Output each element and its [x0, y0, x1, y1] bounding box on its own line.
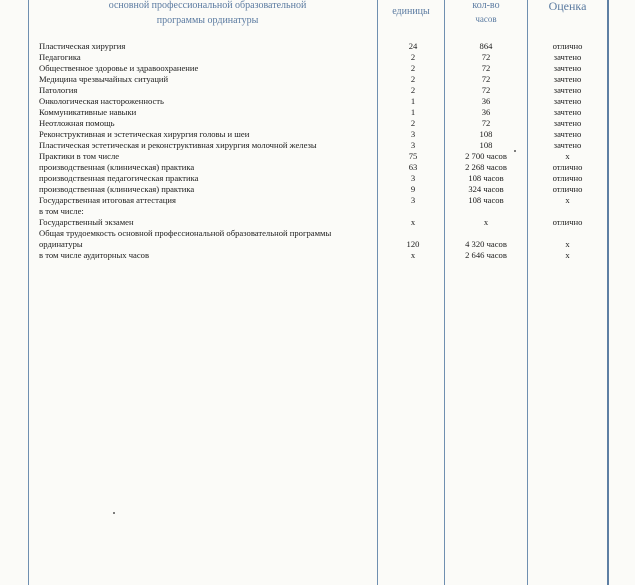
grade: зачтено	[553, 140, 582, 150]
discipline-name: Общая трудоемкость основной профессиональной образовательной программы	[39, 228, 332, 238]
header-col-grade	[530, 0, 605, 13]
header-col-hours	[448, 0, 524, 25]
hours: 72	[481, 63, 491, 73]
grade: зачтено	[553, 96, 582, 106]
table-row	[0, 85, 635, 96]
table-row	[0, 228, 635, 239]
table-row	[0, 107, 635, 118]
ink-dot	[113, 512, 115, 514]
hours: 4 320 часов	[465, 239, 507, 249]
grade: отлично	[552, 217, 583, 227]
grade: зачтено	[553, 129, 582, 139]
grade: зачтено	[553, 63, 582, 73]
grade: зачтено	[553, 52, 582, 62]
table-row	[0, 41, 635, 52]
table-row	[0, 74, 635, 85]
credit-units: 1	[410, 96, 416, 106]
table-row	[0, 118, 635, 129]
discipline-name: ординатуры	[39, 239, 83, 249]
discipline-name: в том числе аудиторных часов	[39, 250, 150, 260]
table-row	[0, 52, 635, 63]
header-col-ze	[380, 6, 442, 17]
hours: 72	[481, 118, 491, 128]
header-col-hours-line1: кол-во	[472, 0, 500, 11]
credit-units: 2	[410, 74, 416, 84]
table-row	[0, 96, 635, 107]
discipline-name: Педагогика	[39, 52, 81, 62]
discipline-name: Медицина чрезвычайных ситуаций	[39, 74, 169, 84]
table-row	[0, 140, 635, 151]
credit-units: х	[410, 217, 416, 227]
credit-units: 120	[406, 239, 420, 249]
discipline-name: Коммуникативные навыки	[39, 107, 137, 117]
grade: отлично	[552, 184, 583, 194]
header-col-name-line2: программы ординатуры	[156, 15, 259, 26]
table-row	[0, 151, 635, 162]
credit-units: 3	[410, 129, 416, 139]
discipline-name: в том числе:	[39, 206, 84, 216]
table-row	[0, 129, 635, 140]
grade: отлично	[552, 173, 583, 183]
grade: зачтено	[553, 107, 582, 117]
hours: 108	[479, 129, 493, 139]
grade: х	[565, 151, 570, 161]
credit-units: х	[410, 250, 416, 260]
hours: 2 646 часов	[465, 250, 507, 260]
credit-units: 75	[408, 151, 418, 161]
header-col-name	[40, 0, 375, 26]
discipline-name: Реконструктивная и эстетическая хирургия головы и шеи	[39, 129, 250, 139]
credit-units: 63	[408, 162, 418, 172]
table-row	[0, 173, 635, 184]
credit-units: 2	[410, 63, 416, 73]
discipline-name: производственная педагогическая практика	[39, 173, 199, 183]
credit-units: 3	[410, 140, 416, 150]
grade: зачтено	[553, 74, 582, 84]
hours: х	[483, 217, 489, 227]
discipline-name: Патология	[39, 85, 78, 95]
header-col-grade-label: Оценка	[548, 0, 587, 13]
discipline-name: Пластическая хирургия	[39, 41, 126, 51]
header-col-name-line1: основной профессиональной образовательной	[108, 0, 307, 11]
grade: отлично	[552, 162, 583, 172]
table-row	[0, 217, 635, 228]
hours: 72	[481, 74, 491, 84]
hours: 864	[479, 41, 493, 51]
header-col-hours-line2: часов	[475, 14, 497, 24]
grade: х	[565, 250, 570, 260]
discipline-name: Государственная итоговая аттестация	[39, 195, 176, 205]
hours: 108 часов	[468, 195, 504, 205]
ink-dot	[514, 150, 516, 152]
credit-units: 2	[410, 52, 416, 62]
grade: зачтено	[553, 85, 582, 95]
grade: х	[565, 239, 570, 249]
table-row	[0, 239, 635, 250]
discipline-name: производственная (клиническая) практика	[39, 162, 195, 172]
hours: 72	[481, 85, 491, 95]
hours: 108 часов	[468, 173, 504, 183]
grade: отлично	[552, 41, 583, 51]
hours: 108	[479, 140, 493, 150]
discipline-name: Государственный экзамен	[39, 217, 134, 227]
discipline-name: Практики в том числе	[39, 151, 120, 161]
table-row	[0, 162, 635, 173]
header-col-ze-label: единицы	[392, 6, 430, 17]
table-row	[0, 63, 635, 74]
credit-units: 3	[410, 173, 416, 183]
discipline-name: Пластическая эстетическая и реконструктивная хирургия молочной железы	[39, 140, 317, 150]
credit-units: 3	[410, 195, 416, 205]
hours: 72	[481, 52, 491, 62]
discipline-name: Онкологическая настороженность	[39, 96, 164, 106]
credit-units: 1	[410, 107, 416, 117]
discipline-name: Неотложная помощь	[39, 118, 115, 128]
hours: 36	[481, 96, 491, 106]
table-row	[0, 184, 635, 195]
credit-units: 2	[410, 118, 416, 128]
hours: 36	[481, 107, 491, 117]
table-row	[0, 195, 635, 206]
credit-units: 9	[410, 184, 416, 194]
credit-units: 2	[410, 85, 416, 95]
table-row	[0, 250, 635, 261]
discipline-name: производственная (клиническая) практика	[39, 184, 195, 194]
grade: х	[565, 195, 570, 205]
hours: 2 700 часов	[465, 151, 507, 161]
table-row	[0, 206, 635, 217]
grade: зачтено	[553, 118, 582, 128]
hours: 324 часов	[468, 184, 504, 194]
discipline-name: Общественное здоровье и здравоохранение	[39, 63, 199, 73]
credit-units: 24	[408, 41, 418, 51]
hours: 2 268 часов	[465, 162, 507, 172]
